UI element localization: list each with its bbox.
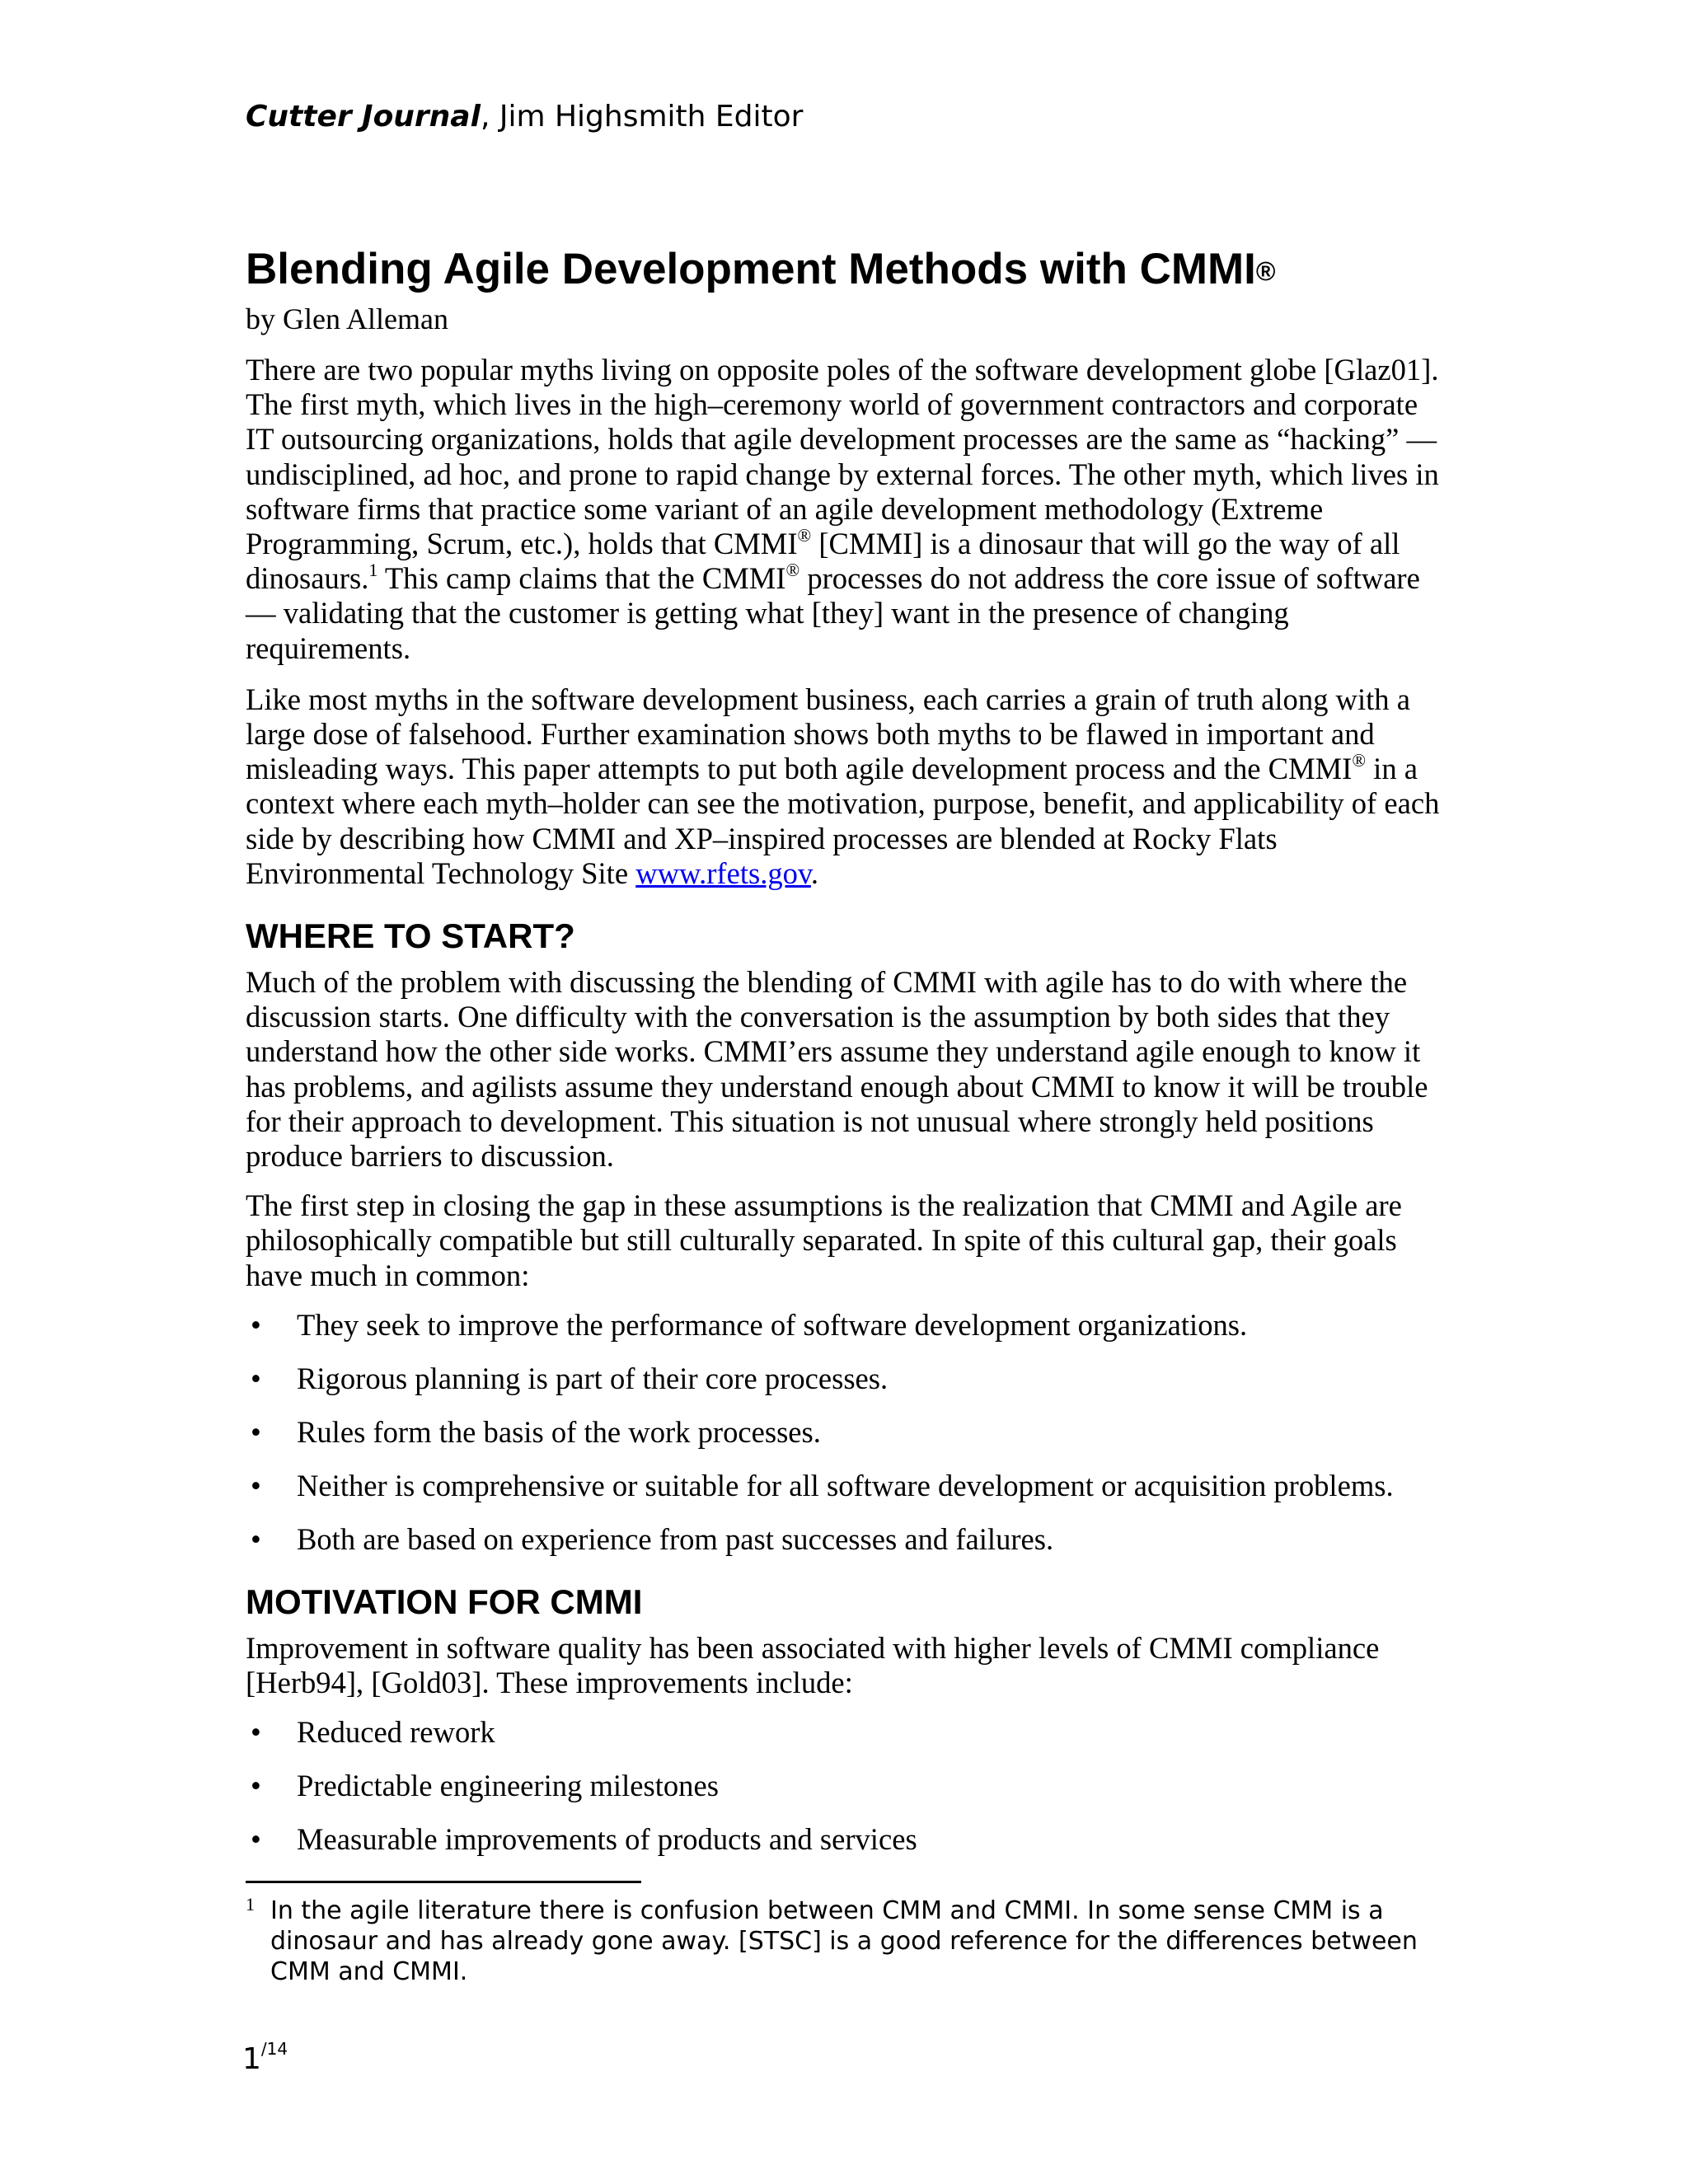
- motivation-paragraph-1: Improvement in software quality has been associated with higher levels of CMMI compliance [Herb94], [Gold03]. These improvements include:: [246, 1630, 1380, 1700]
- bullet-icon: •: [251, 1414, 261, 1449]
- bullet-icon: •: [251, 1361, 261, 1395]
- footnote: [246, 1896, 1449, 1987]
- list-item: [246, 1715, 1449, 1750]
- list-item-text: Rigorous planning is part of their core processes.: [297, 1361, 889, 1395]
- improvements-list: [246, 1715, 1449, 1857]
- author-byline: by Glen Alleman: [246, 302, 448, 335]
- bullet-icon: •: [251, 1715, 261, 1750]
- list-item-text: Reduced rework: [297, 1715, 495, 1750]
- list-item: [246, 1469, 1449, 1503]
- list-item: [246, 1522, 1449, 1557]
- intro-p2-text-b: in a context where each myth–holder can see the motivation, purpose, benefit, and applicability of each side by describing how CMMI and XP–inspired processes are blended at Rocky Flats Environmental Technology Site: [246, 752, 1440, 890]
- registered-mark: ®: [785, 560, 800, 581]
- footnote-mark: 1: [246, 1894, 255, 1915]
- bullet-icon: •: [251, 1521, 261, 1556]
- list-item-text: Measurable improvements of products and services: [297, 1822, 917, 1857]
- list-item-text: They seek to improve the performance of software development organizations.: [297, 1307, 1248, 1342]
- bullet-icon: •: [251, 1769, 261, 1803]
- journal-name: Cutter Journal: [246, 100, 481, 134]
- list-item-text: Neither is comprehensive or suitable for all software development or acquisition problems.: [297, 1468, 1394, 1502]
- page-number: [242, 2036, 288, 2076]
- page-body: [246, 97, 1449, 1876]
- registered-mark: ®: [1352, 750, 1367, 771]
- footnote-text: In the agile literature there is confusion between CMM and CMMI. In some sense CMM is a dinosaur and has already gone away. [STSC] is a good reference for the differences between CMM and CMMI.: [270, 1896, 1418, 1986]
- section-heading-motivation: MOTIVATION FOR CMMI: [246, 1582, 643, 1621]
- intro-paragraph-1: [246, 353, 1449, 666]
- page-current: 1: [242, 2042, 261, 2076]
- page-total: /14: [260, 2039, 288, 2059]
- bullet-icon: •: [251, 1822, 261, 1857]
- where-to-start-paragraph-1: Much of the problem with discussing the blending of CMMI with agile has to do with where the discussion starts. One difficulty with the conversation is the assumption by both sides that they understand how the other side works. CMMI’ers assume they understand agile enough to know it has problems, and agilists assume they understand enough about CMMI to know it will be trouble for their approach to development. This situation is not unusual where strongly held positions produce barriers to discussion.: [246, 965, 1428, 1174]
- intro-paragraph-2: [246, 682, 1449, 891]
- list-item: [246, 1769, 1449, 1803]
- bullet-icon: •: [251, 1468, 261, 1502]
- bullet-icon: •: [251, 1307, 261, 1342]
- intro-p1-text-b: [CMMI] is a dinosaur that will go the way of all dinosaurs.: [246, 527, 1400, 596]
- rfets-link[interactable]: www.rfets.gov: [635, 855, 811, 890]
- list-item-text: Predictable engineering milestones: [297, 1769, 719, 1803]
- list-item: [246, 1415, 1449, 1450]
- list-item: [246, 1822, 1449, 1857]
- list-item: [246, 1361, 1449, 1396]
- intro-p1-text-d: processes do not address the core issue of software — validating that the customer is getting what [they] want in the presence of changing requirements.: [246, 561, 1420, 665]
- list-item-text: Rules form the basis of the work processes.: [297, 1414, 821, 1449]
- section-heading-where-to-start: WHERE TO START?: [246, 916, 575, 956]
- footnote-separator: [246, 1881, 641, 1883]
- article-title: [246, 242, 1449, 297]
- list-item-text: Both are based on experience from past successes and failures.: [297, 1521, 1054, 1556]
- registered-mark: ®: [1255, 256, 1276, 286]
- where-to-start-paragraph-2: The first step in closing the gap in these assumptions is the realization that CMMI and Agile are philosophically compatible but still culturally separated. In spite of this cultural gap, their goals have much in common:: [246, 1188, 1402, 1292]
- article-title-text: Blending Agile Development Methods with CMMI: [246, 245, 1256, 293]
- intro-p1-text-a: There are two popular myths living on opposite poles of the software development globe [Glaz01]. The first myth, which lives in the high–ceremony world of government contractors and corporate IT outsourcing organizations, holds that agile development processes are the same as “hacking” — undisciplined, ad hoc, and prone to rapid change by external forces. The other myth, which lives in software firms that practice some variant of an agile development methodology (Extreme Programming, Scrum, etc.), holds that CMMI: [246, 353, 1439, 561]
- list-item: [246, 1308, 1449, 1343]
- common-goals-list: [246, 1308, 1449, 1557]
- intro-p2-text-c: .: [810, 855, 819, 890]
- intro-p2-text-a: Like most myths in the software development business, each carries a grain of truth along with a large dose of falsehood. Further examination shows both myths to be flawed in important and misleading ways. This paper attempts to put both agile development process and the CMMI: [246, 682, 1410, 786]
- intro-p1-text-c: This camp claims that the CMMI: [377, 561, 786, 596]
- editor-credit: , Jim Highsmith Editor: [480, 100, 804, 134]
- registered-mark: ®: [797, 524, 812, 546]
- footnote-reference[interactable]: 1: [368, 560, 378, 581]
- running-header: [246, 97, 1449, 137]
